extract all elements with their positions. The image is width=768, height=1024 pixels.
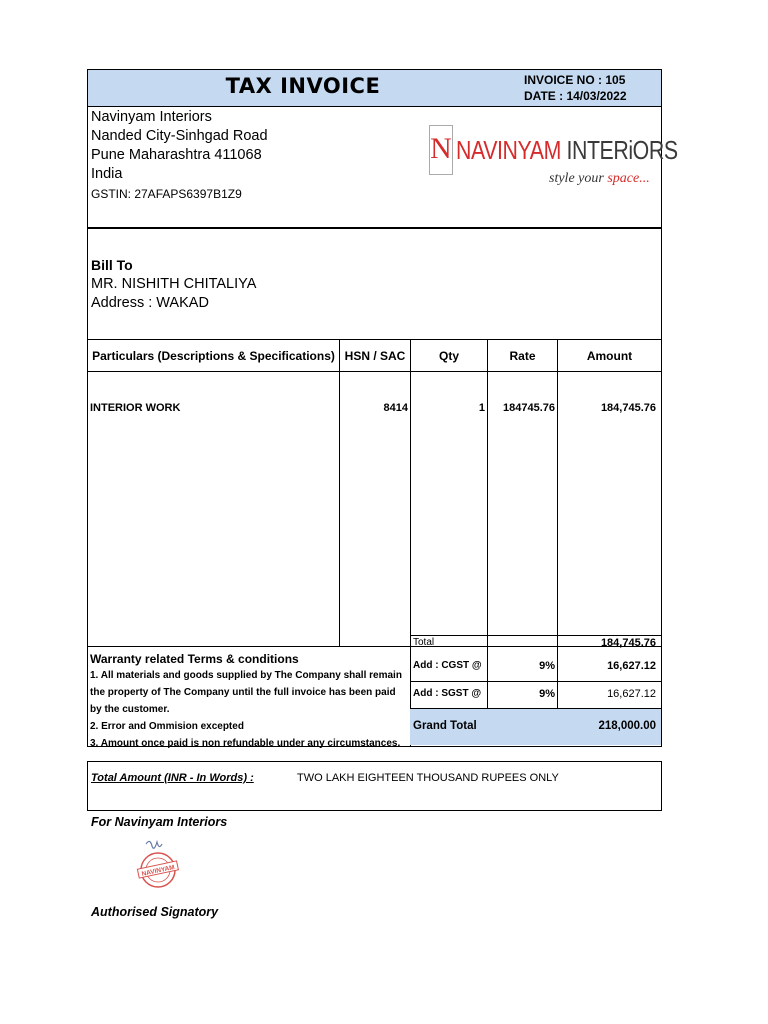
cgst-rate: 9% bbox=[539, 660, 555, 672]
bill-to-name: MR. NISHITH CHITALIYA bbox=[91, 276, 257, 292]
total-row-top-line bbox=[410, 635, 661, 636]
logo-name-dark: INTERiORS bbox=[566, 135, 678, 165]
seller-gstin: GSTIN: 27AFAPS6397B1Z9 bbox=[91, 187, 242, 201]
total-label: Total bbox=[413, 637, 435, 648]
grand-total-label: Grand Total bbox=[413, 720, 477, 732]
invoice-number: INVOICE NO : 105 bbox=[524, 73, 626, 87]
cgst-value: 16,627.12 bbox=[607, 660, 656, 672]
invoice-date: DATE : 14/03/2022 bbox=[524, 89, 627, 103]
company-stamp bbox=[128, 836, 184, 892]
header-rate: Rate bbox=[509, 349, 536, 363]
sgst-rate: 9% bbox=[539, 688, 555, 700]
logo-tagline-dark: style your bbox=[549, 171, 604, 186]
col-line-rate bbox=[487, 339, 488, 708]
amount-in-words-box bbox=[87, 761, 662, 811]
logo-initial: N bbox=[429, 125, 453, 175]
total-value: 184,745.76 bbox=[600, 637, 656, 649]
grand-total-top-line bbox=[410, 708, 661, 709]
bill-to-label: Bill To bbox=[91, 257, 133, 273]
seller-address-1: Nanded City-Sinhgad Road bbox=[91, 128, 268, 144]
col-line-amount bbox=[557, 339, 558, 708]
row-amount: 184,745.76 bbox=[600, 402, 656, 414]
for-company-line: For Navinyam Interiors bbox=[91, 815, 228, 829]
logo-tagline bbox=[549, 171, 650, 187]
row-rate: 184745.76 bbox=[503, 402, 555, 414]
logo-name-red: NAVINYAM bbox=[456, 135, 561, 165]
logo-tagline-red: space... bbox=[607, 171, 650, 186]
stamp-text: NAVINYAM bbox=[141, 864, 176, 878]
row-particulars: INTERIOR WORK bbox=[90, 402, 181, 414]
grand-total-value: 218,000.00 bbox=[598, 720, 656, 732]
seller-country: India bbox=[91, 166, 123, 182]
company-logo bbox=[429, 125, 678, 195]
seller-block bbox=[91, 108, 268, 204]
cgst-row-bottom-line bbox=[410, 681, 661, 682]
amount-in-words-colon: : bbox=[247, 772, 254, 784]
sgst-value: 16,627.12 bbox=[607, 688, 656, 700]
terms-item-2: 2. Error and Ommision excepted bbox=[90, 721, 244, 732]
bill-to-block bbox=[91, 256, 256, 313]
cgst-label: Add : CGST @ bbox=[413, 660, 482, 671]
authorised-signatory: Authorised Signatory bbox=[91, 905, 219, 919]
bill-to-address: Address : WAKAD bbox=[91, 295, 209, 311]
header-qty: Qty bbox=[438, 349, 459, 363]
terms-block bbox=[90, 652, 410, 752]
terms-item-3: 3. Amount once paid is non refundable under any circumstances. bbox=[90, 738, 401, 749]
header-particulars: Particulars (Descriptions & Specifications) bbox=[92, 349, 335, 363]
logo-name bbox=[456, 135, 678, 166]
amount-in-words-value: TWO LAKH EIGHTEEN THOUSAND RUPEES ONLY bbox=[297, 772, 559, 784]
header-hsn: HSN / SAC bbox=[344, 349, 406, 363]
terms-item-1: 1. All materials and goods supplied by The Company shall remain the property of The Company until the full invoice has been paid by the customer. bbox=[90, 670, 402, 715]
seller-address-2: Pune Maharashtra 411068 bbox=[91, 147, 262, 163]
header-amount: Amount bbox=[586, 349, 633, 363]
row-qty: 1 bbox=[478, 402, 485, 414]
terms-heading: Warranty related Terms & conditions bbox=[90, 652, 299, 666]
sgst-label: Add : SGST @ bbox=[413, 688, 482, 699]
seller-name: Navinyam Interiors bbox=[91, 109, 212, 125]
invoice-title: TAX INVOICE bbox=[225, 74, 381, 98]
amount-in-words-label bbox=[91, 772, 254, 784]
col-line-qty bbox=[410, 339, 411, 747]
row-hsn: 8414 bbox=[383, 402, 408, 414]
amount-in-words-label-text: Total Amount (INR - In Words) bbox=[91, 772, 248, 784]
col-line-hsn bbox=[339, 339, 340, 647]
